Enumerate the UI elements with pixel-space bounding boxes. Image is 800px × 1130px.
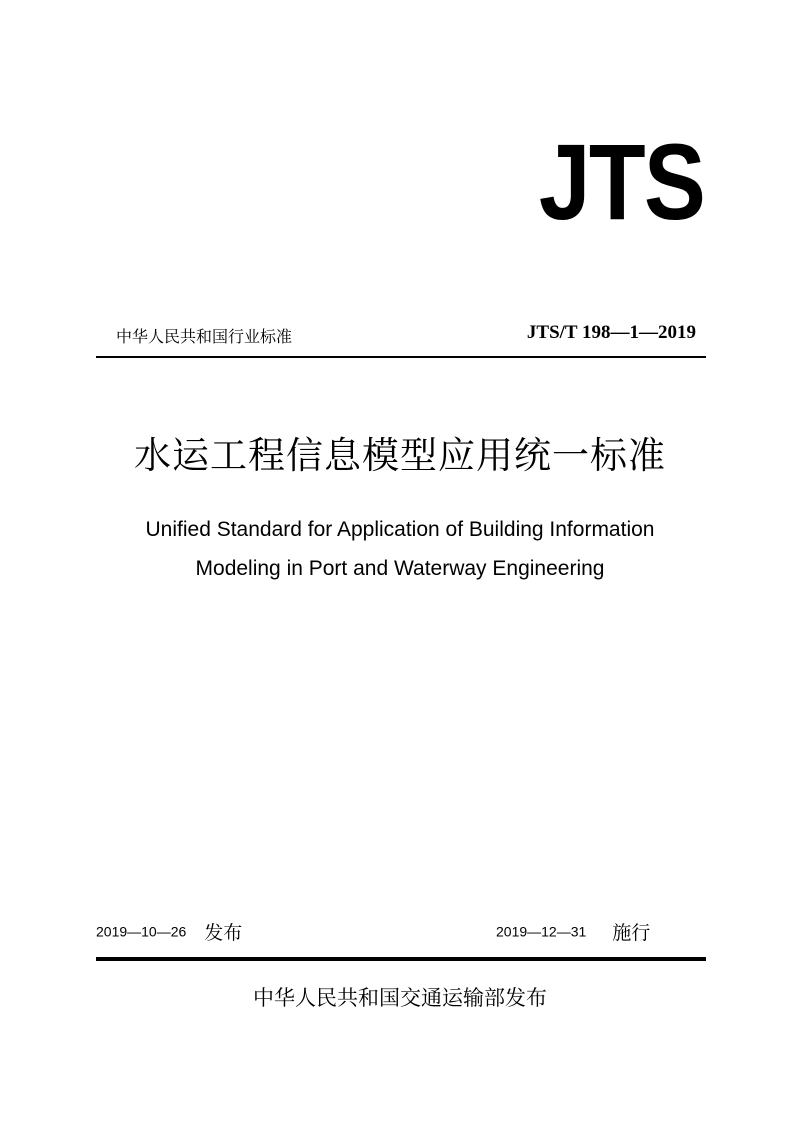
effective-date-row — [496, 918, 650, 944]
standard-code: JTS/T 198—1—2019 — [526, 322, 696, 343]
effective-label: 施行 — [612, 922, 651, 944]
effective-date: 2019—12—31 — [496, 923, 587, 940]
title-chinese: 水运工程信息模型应用统一标准 — [134, 434, 666, 477]
footer-divider — [96, 957, 706, 961]
standard-category: 中华人民共和国行业标准 — [116, 327, 293, 346]
title-english-line-2: Modeling in Port and Waterway Engineering — [195, 557, 605, 580]
publisher: 中华人民共和国交通运输部发布 — [253, 986, 547, 1010]
issue-date-row — [96, 918, 242, 944]
standard-line — [96, 322, 706, 348]
issue-date: 2019—10—26 — [96, 923, 187, 940]
issue-label: 发布 — [204, 922, 243, 944]
jts-logo: JTS — [538, 121, 704, 242]
title-english-line-1: Unified Standard for Application of Building Information — [145, 518, 655, 541]
header-divider — [96, 356, 706, 358]
